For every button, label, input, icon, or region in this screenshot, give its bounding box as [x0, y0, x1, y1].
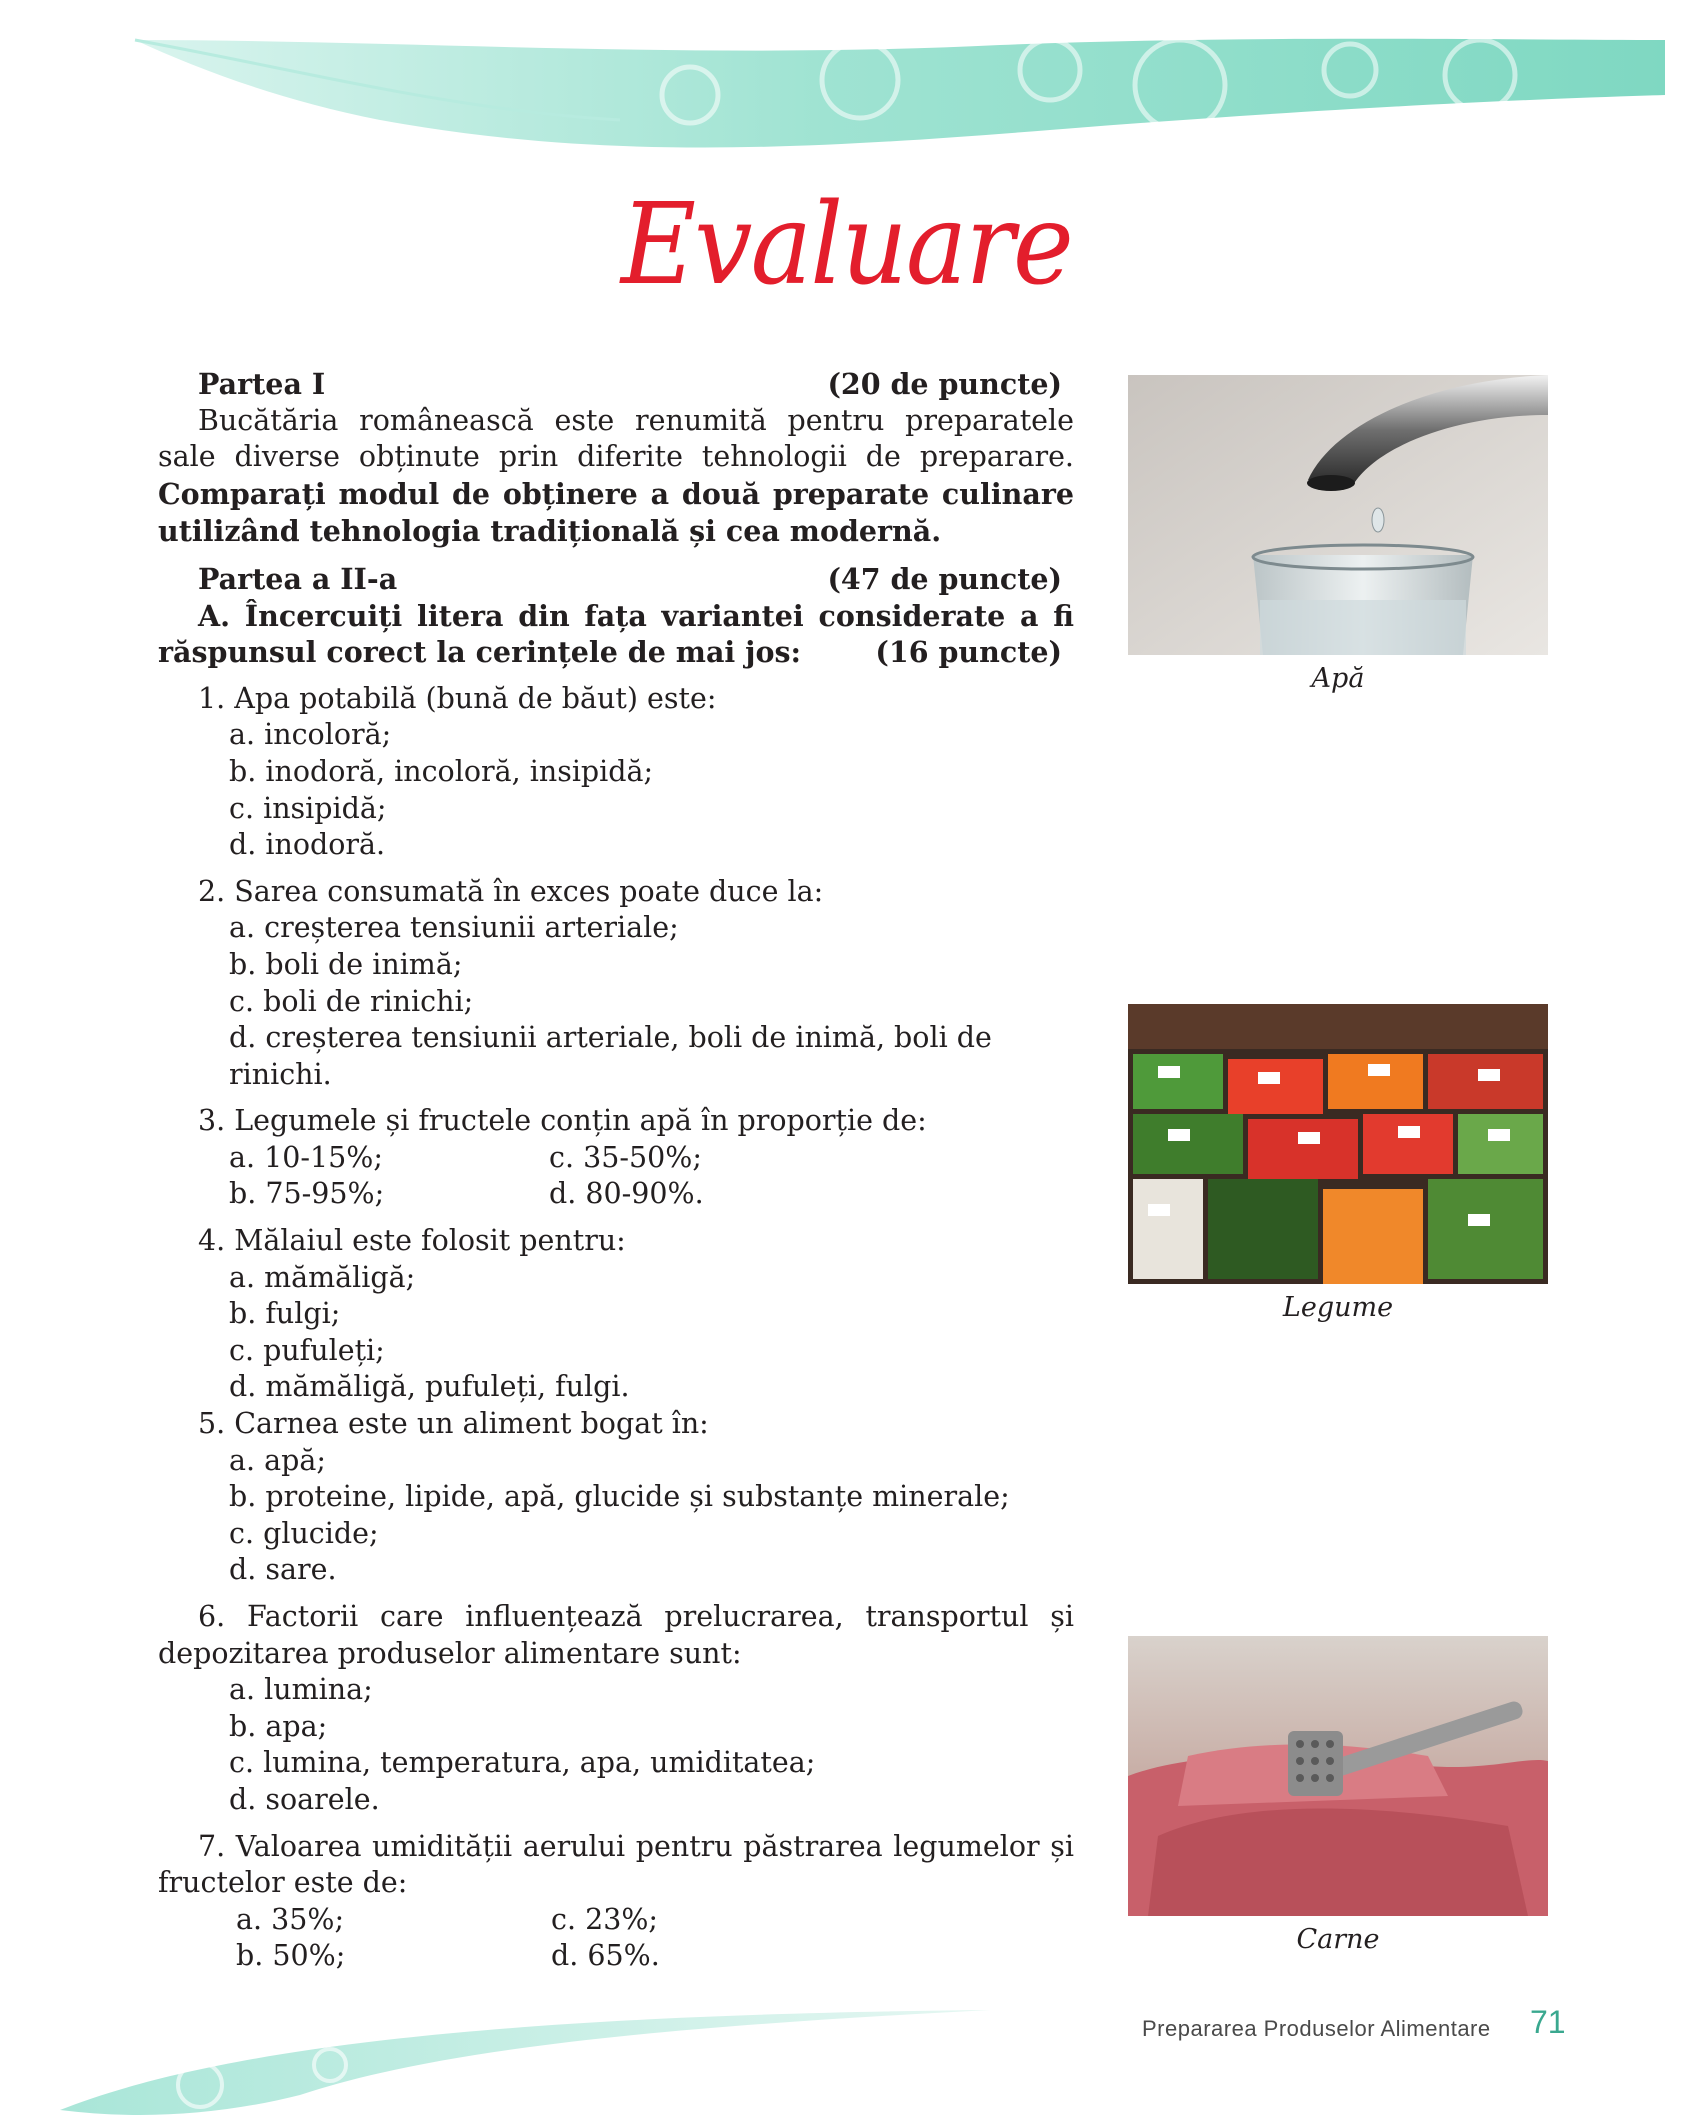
answer-option[interactable]: c. 35-50%;	[549, 1140, 702, 1174]
answer-option[interactable]: a. incoloră;	[229, 718, 392, 752]
question-5	[158, 1406, 1074, 1589]
question-6	[158, 1599, 1074, 1819]
decorative-banner-top	[0, 0, 1693, 170]
answer-option[interactable]: a. mămăligă;	[229, 1260, 416, 1294]
question-text: 2. Sarea consumată în exces poate duce la:	[198, 874, 824, 908]
answer-option[interactable]: c. lumina, temperatura, apa, umiditatea;	[229, 1746, 816, 1780]
answer-option[interactable]: c. boli de rinichi;	[229, 984, 474, 1018]
water-tap-image	[1128, 375, 1548, 655]
answer-option[interactable]: c. pufuleți;	[229, 1333, 385, 1367]
question-4	[158, 1223, 1074, 1406]
question-text: 7. Valoarea umidității aerului pentru păstrarea legumelor și fructelor este de:	[158, 1829, 1074, 1900]
part2-heading: Partea a II-a	[198, 561, 398, 596]
figure-caption: Apă	[1311, 663, 1365, 694]
answer-option[interactable]: a. creșterea tensiunii arteriale;	[229, 911, 679, 945]
answer-option[interactable]: d. mămăligă, pufuleți, fulgi.	[229, 1370, 630, 1404]
question-text: 5. Carnea este un aliment bogat în:	[198, 1407, 709, 1441]
section-a-instruction	[158, 598, 1074, 671]
answer-option[interactable]: a. lumina;	[229, 1673, 373, 1707]
book-title: Prepararea Produselor Alimentare	[1142, 2016, 1491, 2041]
part1-points: (20 de puncte)	[827, 367, 1062, 401]
answer-option[interactable]: b. proteine, lipide, apă, glucide și substanțe minerale;	[229, 1480, 1010, 1514]
answer-option[interactable]: b. fulgi;	[229, 1297, 341, 1331]
answer-option[interactable]: d. 80-90%.	[549, 1177, 704, 1211]
figure-caption: Carne	[1296, 1924, 1380, 1955]
question-text: 1. Apa potabilă (bună de băut) este:	[198, 681, 717, 715]
answer-option[interactable]: a. 35%;	[236, 1902, 345, 1936]
part2-points: (47 de puncte)	[827, 561, 1062, 596]
question-3	[158, 1103, 1074, 1213]
part1-text-plain: Bucătăria românească este renumită pentru preparatele sale diverse obținute prin diferite tehnologii de preparare.	[158, 403, 1074, 474]
section-a-points: (16 puncte)	[875, 635, 1062, 670]
answer-option[interactable]: b. apa;	[229, 1709, 328, 1743]
answer-option[interactable]: d. soarele.	[229, 1782, 380, 1816]
section-a-text: A. Încercuiți litera din fața variantei considerate a fi răspunsul corect la cerințele de mai jos:	[158, 598, 1074, 670]
main-content	[158, 366, 1074, 1975]
answer-option[interactable]: b. 50%;	[236, 1939, 346, 1973]
answer-option[interactable]: d. inodoră.	[229, 828, 386, 862]
part1-heading: Partea I	[198, 367, 326, 401]
question-1	[158, 681, 1074, 864]
question-text: 3. Legumele și fructele conțin apă în proporție de:	[198, 1104, 927, 1138]
question-text: 4. Mălaiul este folosit pentru:	[198, 1224, 626, 1258]
part1-text-bold: Comparați modul de obținere a două preparate culinare utilizând tehnologia tradițională și cea modernă.	[158, 476, 1074, 549]
figure-vegetables	[1128, 1004, 1548, 1323]
answer-option[interactable]: b. inodoră, incoloră, insipidă;	[229, 754, 654, 788]
answer-option[interactable]: c. 23%;	[551, 1902, 659, 1936]
answer-option[interactable]: a. apă;	[229, 1443, 326, 1477]
question-2	[158, 874, 1074, 1094]
figure-meat	[1128, 1636, 1548, 1955]
part2-header	[158, 561, 1074, 598]
vegetable-market-image	[1128, 1004, 1548, 1284]
answer-option[interactable]: b. 75-95%;	[229, 1177, 385, 1211]
answer-option[interactable]: a. 10-15%;	[229, 1140, 383, 1174]
answer-option[interactable]: b. boli de inimă;	[229, 947, 463, 981]
figure-caption: Legume	[1282, 1292, 1394, 1323]
footer-book-title	[1142, 2016, 1491, 2042]
answer-option[interactable]: d. 65%.	[551, 1939, 660, 1973]
answer-option[interactable]: d. sare.	[229, 1553, 337, 1587]
answer-option[interactable]: c. insipidă;	[229, 791, 387, 825]
question-7	[158, 1829, 1074, 1975]
part1-text	[158, 403, 1074, 551]
answer-option[interactable]: d. creșterea tensiunii arteriale, boli de inimă, boli de rinichi.	[229, 1021, 992, 1091]
decorative-banner-bottom	[0, 1985, 1000, 2126]
page-title: Evaluare	[620, 180, 1073, 310]
question-text: 6. Factorii care influențează prelucrarea, transportul și depozitarea produselor alimentare sunt:	[158, 1600, 1074, 1670]
figure-water	[1128, 375, 1548, 694]
page-number: 71	[1530, 2004, 1566, 2040]
answer-option[interactable]: c. glucide;	[229, 1516, 379, 1550]
part1-header	[158, 366, 1074, 403]
meat-tenderizer-image	[1128, 1636, 1548, 1916]
